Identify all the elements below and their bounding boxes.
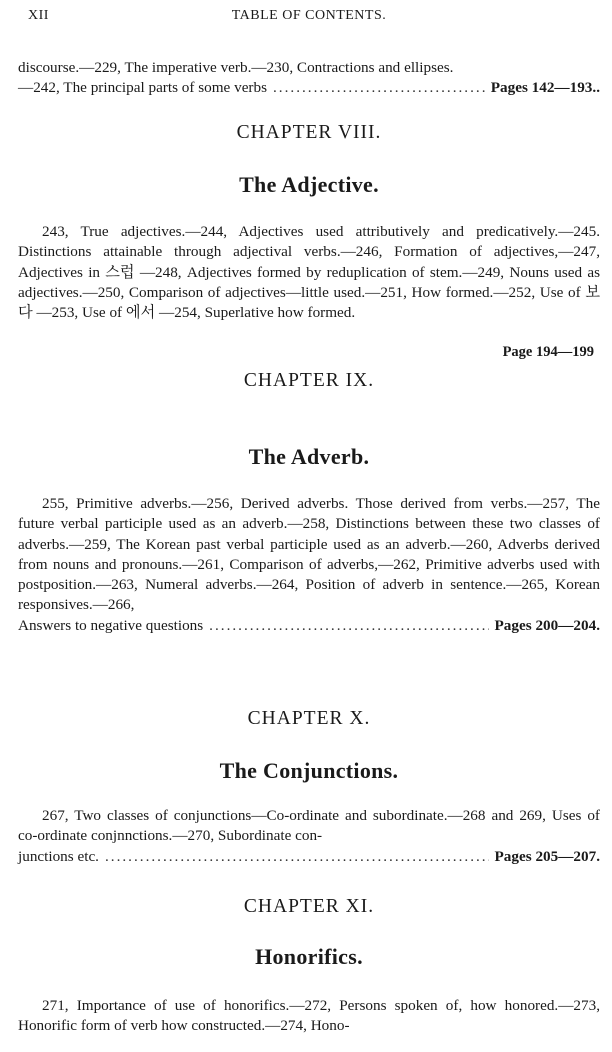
dot-leader — [105, 847, 489, 867]
chapter-heading-xi: CHAPTER XI. — [243, 896, 375, 917]
chapter-heading-x: CHAPTER X. — [247, 708, 371, 729]
chapter-pages-viii: Page 194—199 — [502, 344, 594, 360]
continuation-section — [18, 58, 600, 99]
page-number: XII — [28, 8, 49, 23]
running-title: TABLE OF CONTENTS. — [231, 8, 387, 23]
chapter-summary-xi — [18, 996, 600, 1037]
summary-last-line — [18, 847, 600, 867]
summary-last-line — [18, 616, 600, 636]
chapter-subject-x: The Conjunctions. — [219, 758, 399, 783]
summary-last-entry: Answers to negative questions — [18, 616, 204, 634]
continuation-line-1: discourse.—229, The imperative verb.—230, Contractions and ellipses. — [18, 59, 454, 76]
continuation-entry: —242, The principal parts of some verbs — [18, 79, 267, 97]
chapter-heading-ix: CHAPTER IX. — [243, 370, 375, 391]
chapter-pages-x: Pages 205—207. — [494, 847, 600, 865]
continuation-line-2 — [18, 78, 600, 98]
continuation-pages: Pages 142—193.. — [490, 79, 600, 97]
summary-text: 267, Two classes of conjunctions—Co-ordinate and subordinate.—268 and 269, Uses of co-ordinate conjnnctions.—270, Subordinate con- — [18, 807, 600, 845]
chapter-subject-xi: Honorifics. — [255, 944, 363, 969]
chapter-summary-viii — [18, 222, 600, 323]
dot-leader — [209, 616, 488, 636]
summary-last-entry: junctions etc. — [18, 847, 99, 865]
chapter-pages-ix: Pages 200—204. — [494, 616, 600, 634]
summary-text: 271, Importance of use of honorifics.—272, Persons spoken of, how honored.—273, Honorific form of verb how constructed.—274, Hono- — [18, 997, 600, 1035]
summary-text: 243, True adjectives.—244, Adjectives used attributively and predicatively.—245. Distinctions attainable through adjectival verbs.—246, Formation of adjectives,—247, Adjectives in 스럽 —248, Adjectives formed by reduplication of stem.—249, Nouns used as adjectives.—250, Comparison of adjectives—little used.—251, How formed.—252, Use of 보다 —253, Use of 에서 —254, Superlative how formed. — [18, 223, 600, 322]
chapter-summary-x — [18, 806, 600, 867]
chapter-subject-viii: The Adjective. — [239, 172, 379, 197]
chapter-summary-ix — [18, 494, 600, 636]
dot-leader — [273, 78, 485, 98]
book-page — [18, 0, 600, 1052]
summary-text: 255, Primitive adverbs.—256, Derived adverbs. Those derived from verbs.—257, The future verbal participle used as an adverb.—258, Distinctions between these two classes of adverbs.—259, The Korean past verbal participle used as an adverb.—260, Adverbs derived from nouns and pronouns.—261, Comparison of adverbs,—262, Primitive adverbs used with postposition.—263, Numeral adverbs.—264, Position of adverb in sentence.—265, Korean responsives.—266, — [18, 495, 600, 614]
running-head — [18, 8, 600, 32]
chapter-heading-viii: CHAPTER VIII. — [236, 122, 382, 143]
chapter-subject-ix: The Adverb. — [248, 444, 370, 469]
